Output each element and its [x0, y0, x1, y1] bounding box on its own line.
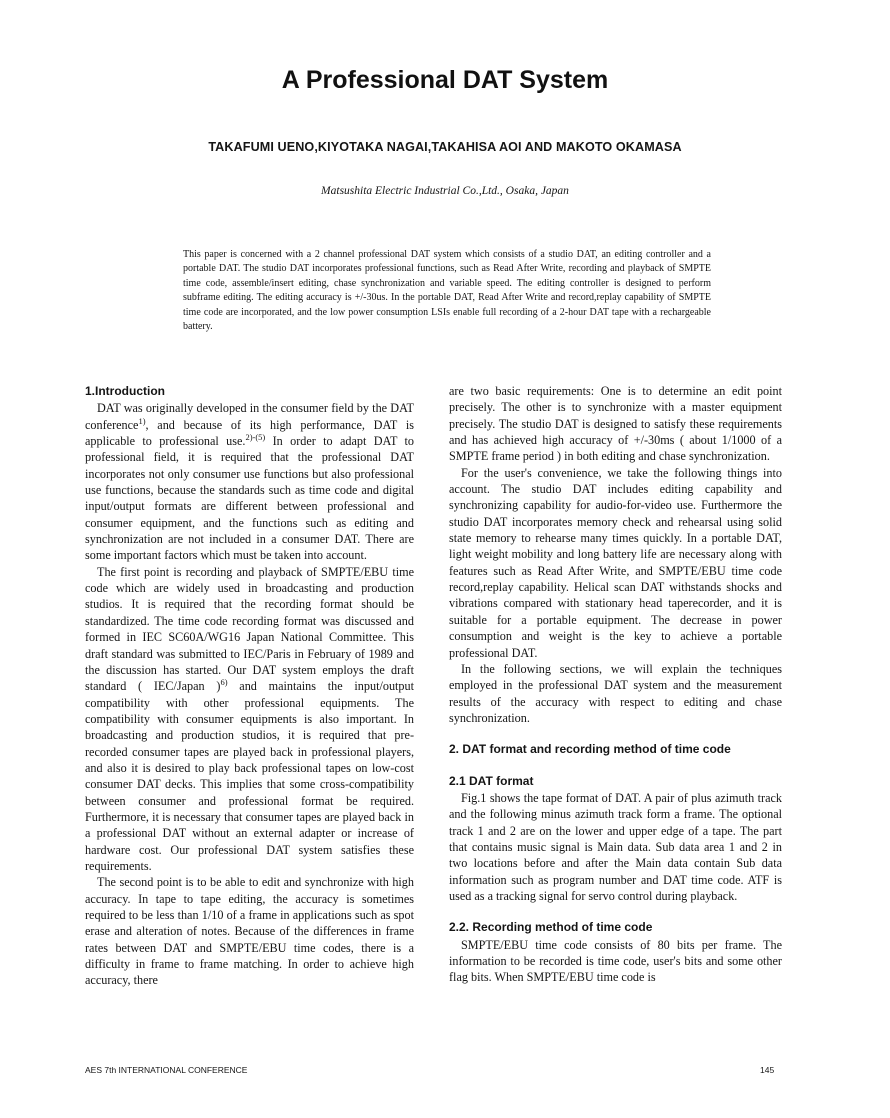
- citation: 1): [138, 415, 146, 426]
- paper-authors: TAKAFUMI UENO,KIYOTAKA NAGAI,TAKAHISA AOI AND MAKOTO OKAMASA: [208, 140, 682, 154]
- author-affiliation: Matsushita Electric Industrial Co.,Ltd., Osaka, Japan: [321, 185, 569, 197]
- paragraph: SMPTE/EBU time code consists of 80 bits per frame. The information to be recorded is time code, user's bits and some other flag bits. When SMPTE/EBU time code is: [449, 937, 782, 985]
- paragraph-text: In order to adapt DAT to professional field, it is required that the professional DAT incorporates not only consumer use functions but also professional use functions, because the standards such as time code and digital input/output formats are different between professional and consumer equipment, and the functions such as editing and synchronization are not included in a consumer DAT. There are some important factors which must be taken into account.: [85, 434, 414, 563]
- section-heading-dat-format-and-time-code: 2. DAT format and recording method of time code: [449, 742, 731, 757]
- paragraph-text: DAT was originally developed in the consumer field by the DAT conference: [85, 401, 414, 432]
- right-column: [449, 383, 782, 986]
- subsection-heading-recording-method: 2.2. Recording method of time code: [449, 920, 653, 935]
- paragraph-text: , and because of its high performance, DAT is applicable to professional use.: [85, 417, 414, 449]
- section-heading-introduction: 1.Introduction: [85, 384, 165, 398]
- paragraph: For the user's convenience, we take the following things into account. The studio DAT includes editing capability and synchronizing capability for audio-for-video use. Furthermore the studio DAT incorporates memory check and rehearsal using solid state memory to rehearse many times quickly. In a portable DAT, light weight mobility and long battery life are necessary along with features such as Read After Write, and SMPTE/EBU time code record,replay capability. Helical scan DAT withstands shocks and vibrations compared with stationary head taperecorder, and it is suitable for a portable equipment. The decrease in power consumption and weight is the key to achieve a portable professional DAT.: [449, 465, 782, 660]
- paragraph: In the following sections, we will explain the techniques employed in the professional DAT system and the measurement results of the accuracy with respect to editing and chase synchronization.: [449, 661, 782, 725]
- left-column: [85, 383, 414, 989]
- paragraph: The second point is to be able to edit and synchronize with high accuracy. In tape to tape editing, the accuracy is sometimes required to be less than 1/10 of a frame in applications such as spot erase and alteration of notes. Because of the differences in frame rates between DAT and SMPTE/EBU time codes, there is a difficulty in frame to frame matching. In order to achieve high accuracy, there: [85, 875, 414, 988]
- paragraph: [85, 564, 414, 875]
- paragraph: [85, 400, 414, 563]
- footer-conference: AES 7th INTERNATIONAL CONFERENCE: [85, 1065, 248, 1075]
- citation: 6): [220, 677, 228, 688]
- abstract: This paper is concerned with a 2 channel professional DAT system which consists of a studio DAT, an editing controller and a portable DAT. The studio DAT incorporates professional functions, such as Read After Write, recording and playback of SMPTE time code, assemble/insert editing, chase synchronization and variable speed. The editing controller is designed to perform subframe editing. The editing accuracy is +/-30us. In the portable DAT, Read After Write and record,replay capability of SMPTE time code are incorporated, and the low power consumption LSIs enable full recording of a 2-hour DAT tape with a rechargeable battery.: [183, 249, 711, 333]
- subsection-heading-dat-format: 2.1 DAT format: [449, 773, 534, 788]
- citation: 2)-(5): [245, 432, 266, 443]
- page-number: 145: [760, 1065, 775, 1075]
- paper-title: A Professional DAT System: [281, 66, 609, 94]
- paragraph-text: and maintains the input/output compatibility with other professional equipments. The compatibility with consumer equipments is also important. In broadcasting and production studios, it is required that pre-recorded consumer tapes are played back in professional players, and also it is desired to play back professional tapes on low-cost consumer DAT decks. This implies that some cross-compatibility between consumer and professional format be required. Furthermore, it is necessary that consumer tapes are played back in a professional DAT without an external adapter or increase of hardware cost. Our professional DAT system satisfies these requirements.: [85, 679, 414, 873]
- paragraph-text: The first point is recording and playback of SMPTE/EBU time code which are widely used in broadcasting and production studios. It is required that the recording format should be standardized. The time code recording format was discussed and formed in IEC SC60A/WG16 Japan National Committee. This draft standard was submitted to IEC/Paris in February of 1989 and the discussion has started. Our DAT system employs the draft standard ( IEC/Japan ): [85, 564, 414, 694]
- paragraph: are two basic requirements: One is to determine an edit point precisely. The other is to synchronize with a master equipment precisely. The studio DAT is designed to satisfy these requirements and has achieved high accuracy of +/-30ms ( about 1/1000 of a SMPTE frame period ) in both editing and chase synchronization.: [449, 384, 782, 464]
- paragraph: Fig.1 shows the tape format of DAT. A pair of plus azimuth track and the following minus azimuth track form a frame. The optional track 1 and 2 are on the lower and upper edge of a tape. The part that contains music signal is Main data. Sub data area 1 and 2 in two locations before and after the Main data contain Sub data information such as program number and DAT time code. ATF is used as a tracking signal for servo control during playback.: [449, 790, 782, 903]
